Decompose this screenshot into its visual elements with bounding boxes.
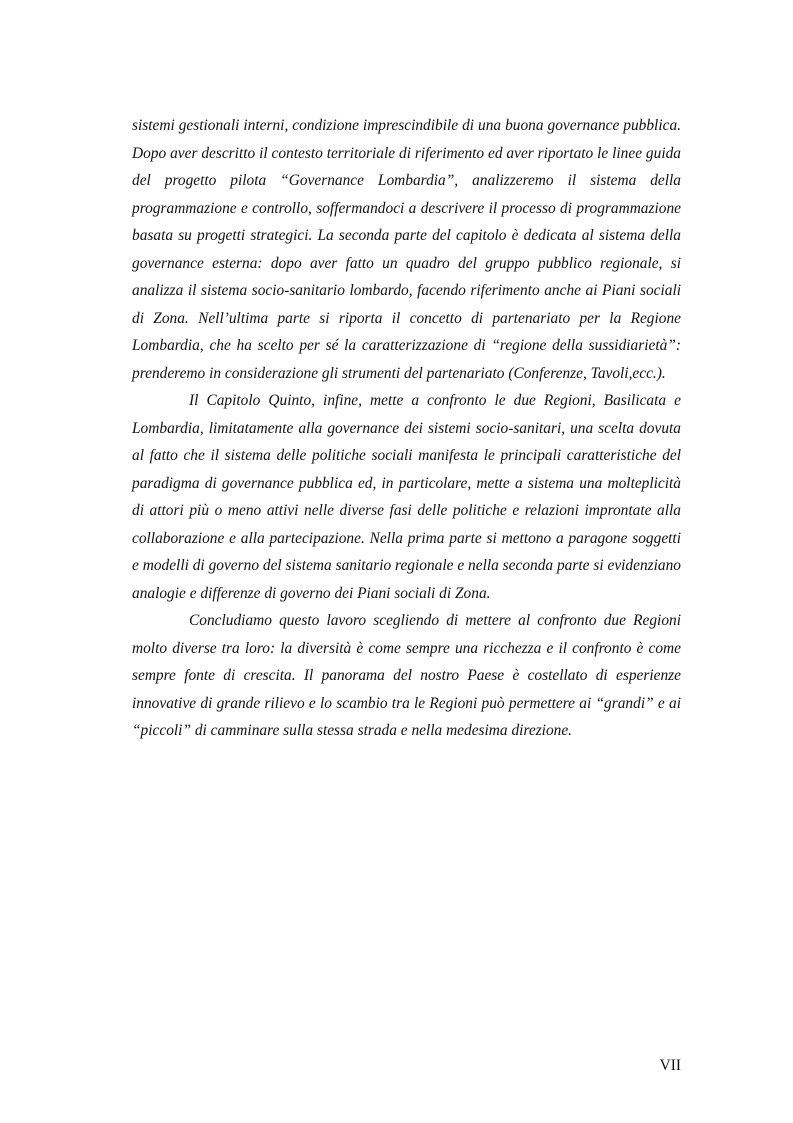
paragraph-3: Concludiamo questo lavoro scegliendo di mettere al confronto due Regioni molto diverse tra loro: la diversità è come sempre una ricchezza e il confronto è come sempre fonte di crescita. Il panorama del nostro Paese è costellato di esperienze innovative di grande rilievo e lo scambio tra le Regioni può permettere ai “grandi” e ai “piccoli” di camminare sulla stessa strada e nella medesima direzione. xyxy=(132,612,681,739)
paragraph-1: sistemi gestionali interni, condizione imprescindibile di una buona governance pubblica. Dopo aver descritto il contesto territoriale di riferimento ed aver riportato le linee guida del progetto pilota “Governance Lombardia”, analizzeremo il sistema della programmazione e controllo, soffermandoci a descrivere il processo di programmazione basata su progetti strategici. La seconda parte del capitolo è dedicata al sistema della governance esterna: dopo aver fatto un quadro del gruppo pubblico regionale, si analizza il sistema socio-sanitario lombardo, facendo riferimento anche ai Piani sociali di Zona. Nell’ultima parte si riporta il concetto di partenariato per la Regione Lombardia, che ha scelto per sé la caratterizzazione di “regione della sussidiarietà”: prenderemo in considerazione gli strumenti del partenariato (Conferenze, Tavoli,ecc.). xyxy=(132,117,681,382)
body-text xyxy=(132,112,681,745)
page-number: VII xyxy=(659,1057,681,1074)
paragraph-2: Il Capitolo Quinto, infine, mette a confronto le due Regioni, Basilicata e Lombardia, limitatamente alla governance dei sistemi socio-sanitari, una scelta dovuta al fatto che il sistema delle politiche sociali manifesta le principali caratteristiche del paradigma di governance pubblica ed, in particolare, mette a sistema una molteplicità di attori più o meno attivi nelle diverse fasi delle politiche e relazioni improntate alla collaborazione e alla partecipazione. Nella prima parte si mettono a paragone soggetti e modelli di governo del sistema sanitario regionale e nella seconda parte si evidenziano analogie e differenze di governo dei Piani sociali di Zona. xyxy=(132,392,681,602)
